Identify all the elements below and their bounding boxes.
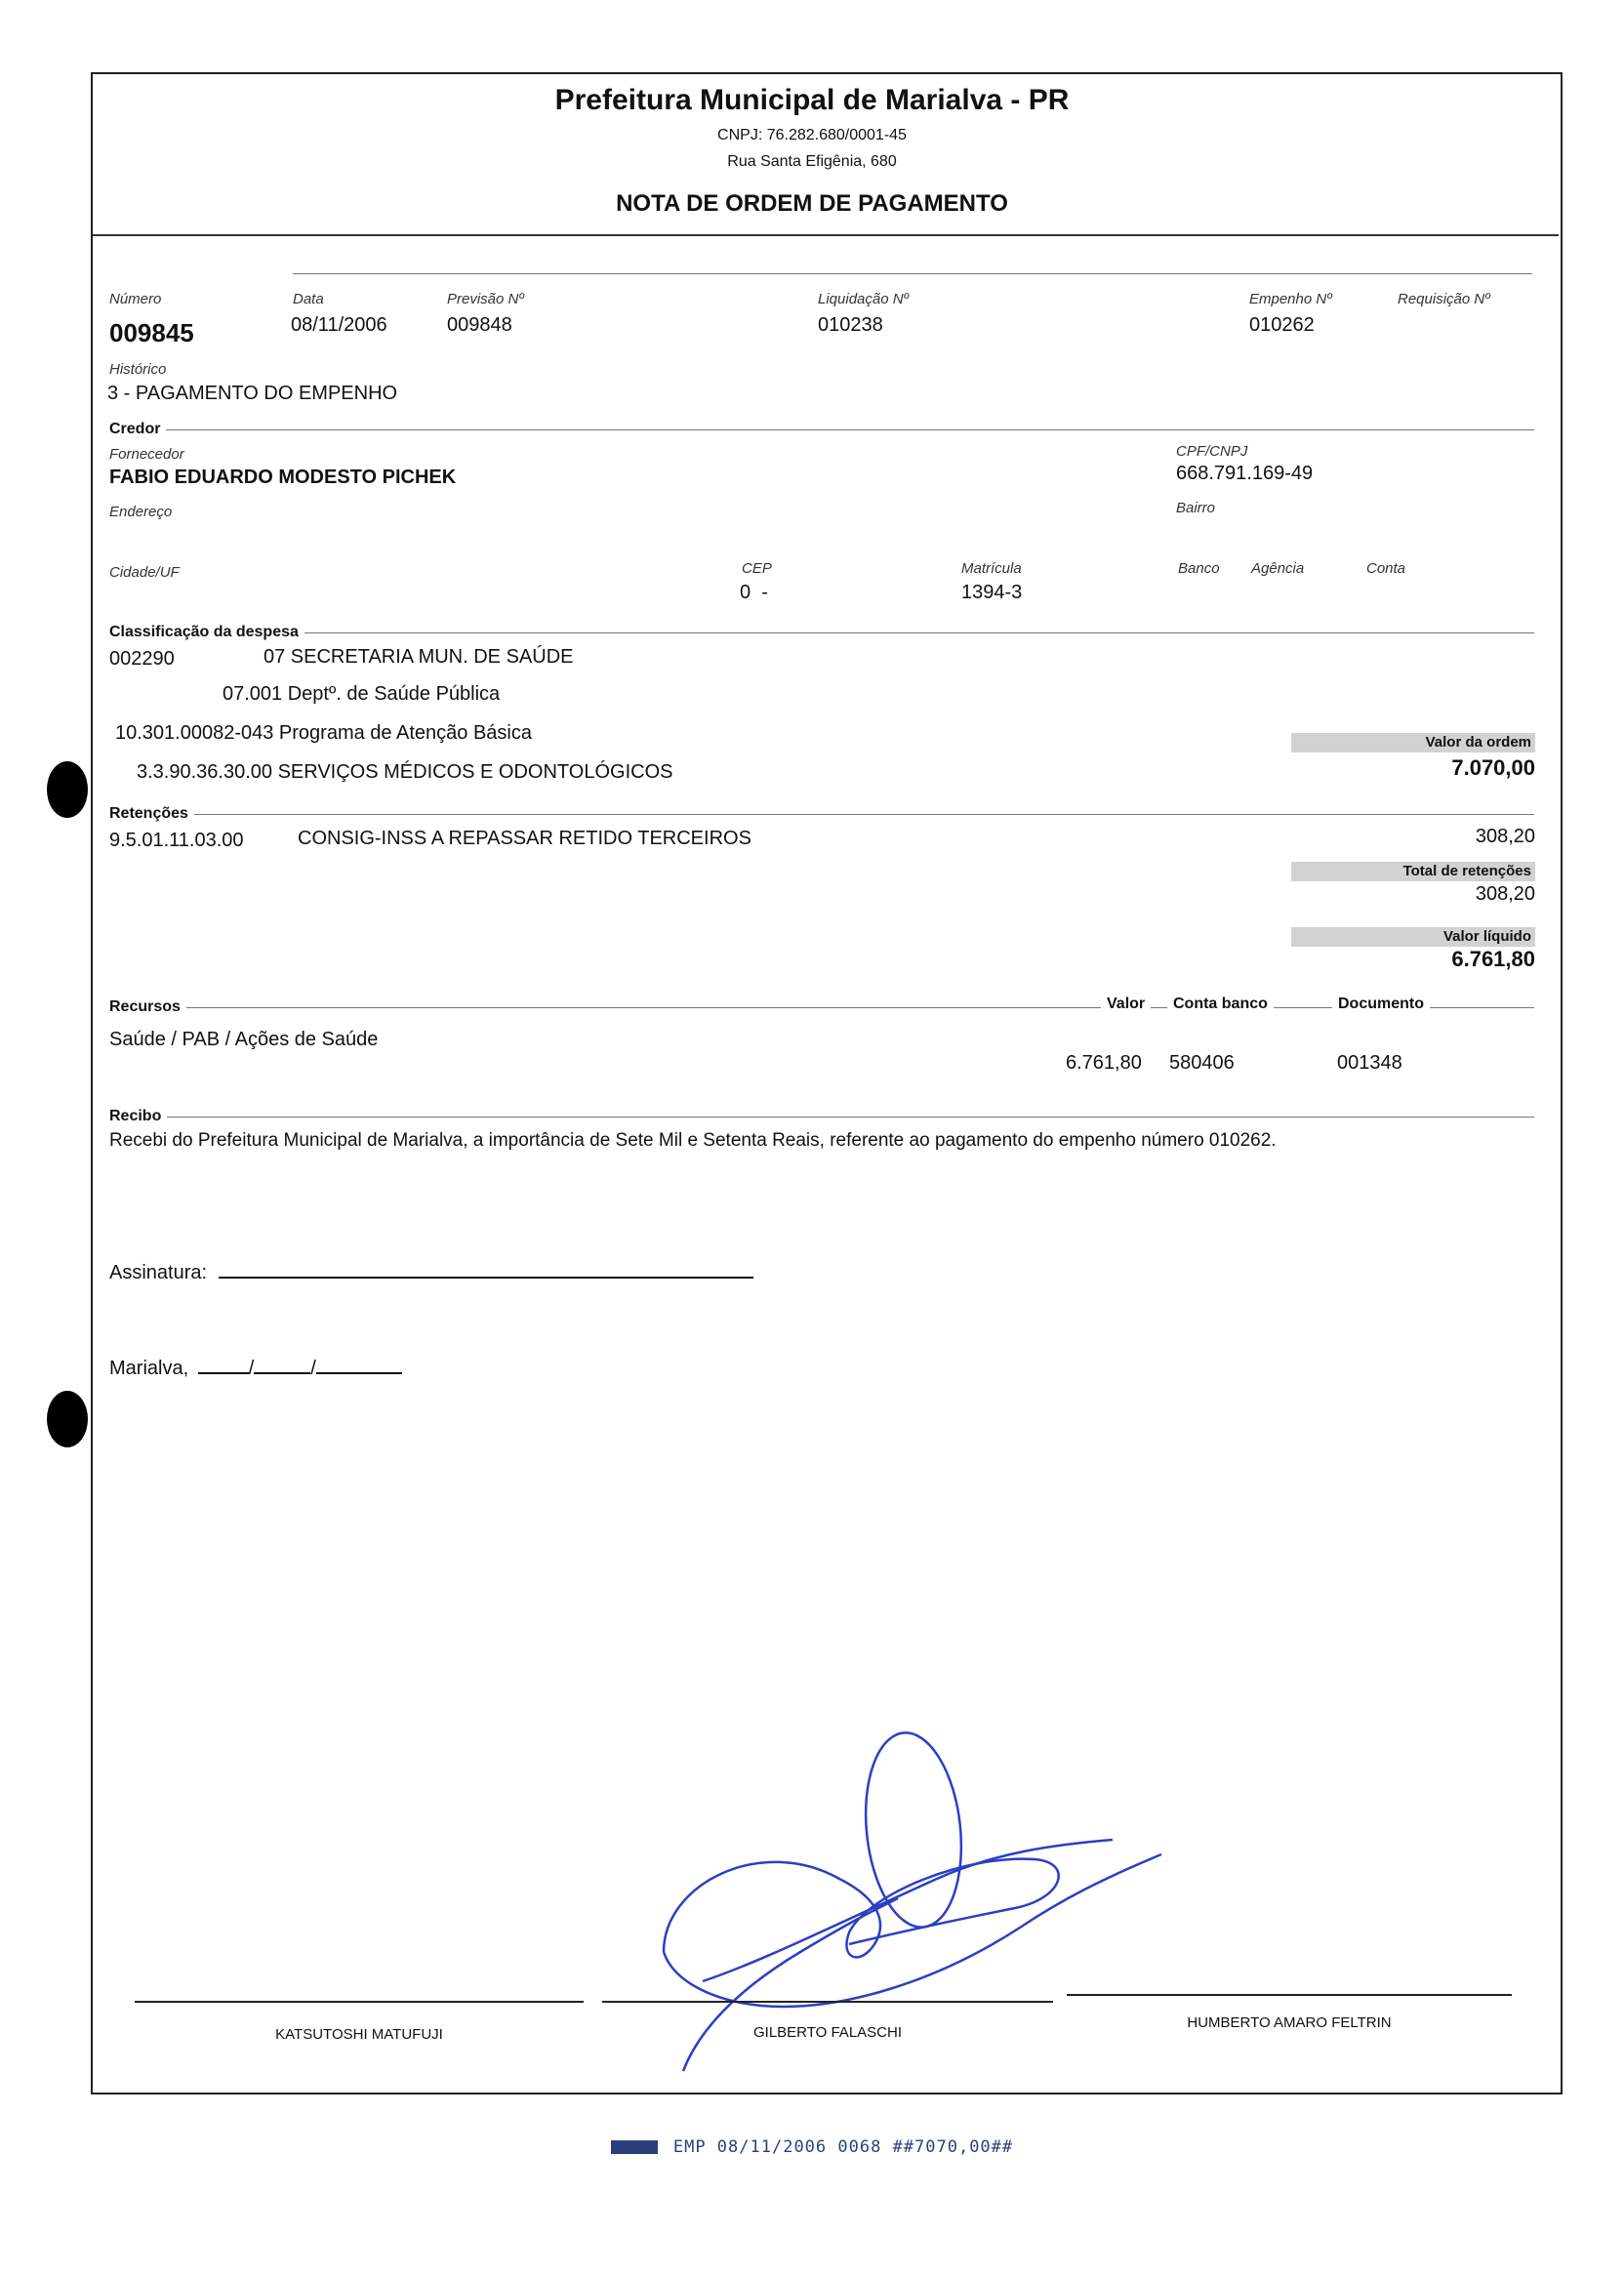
data-value: 08/11/2006 [291,314,387,336]
classificacao-section-title: Classificação da despesa [109,624,304,641]
signature-line-right [1067,1994,1512,1996]
orgao-code: 002290 [109,648,175,670]
banco-label: Banco [1178,560,1220,577]
page-title: Prefeitura Municipal de Marialva - PR [554,84,1070,116]
recibo-divider [109,1117,1534,1118]
credor-divider [109,429,1534,430]
recursos-conta: 580406 [1169,1052,1235,1074]
assinatura-label [109,1259,753,1284]
retencoes-section-title: Retenções [109,805,194,823]
credor-section-title: Credor [109,421,166,438]
recibo-texto: Recebi do Prefeitura Municipal de Marialva, a importância de Sete Mil e Setenta Reais, referente ao pagamento do empenho número 010262. [109,1130,1277,1151]
endereco-label: Endereço [109,504,173,520]
fornecedor-label: Fornecedor [109,446,184,463]
bairro-label: Bairro [1176,500,1216,516]
empenho-value: 010262 [1249,314,1315,336]
signatory-center: GILBERTO FALASCHI [753,2024,902,2041]
local-label: Marialva, [109,1358,189,1379]
programa-name: 10.301.00082-043 Programa de Atenção Básica [115,722,532,744]
numero-label: Número [109,291,162,307]
total-retencoes-header [1291,862,1535,881]
address-text: Rua Santa Efigênia, 680 [727,153,897,170]
top-thin-divider [293,273,1532,274]
assinatura-text: Assinatura: [109,1262,208,1283]
signatory-left: KATSUTOSHI MATUFUJI [275,2026,443,2043]
elemento-name: 3.3.90.36.30.00 SERVIÇOS MÉDICOS E ODONTOLÓGICOS [137,761,673,783]
recursos-divider [109,1007,1534,1008]
total-retencoes-value: 308,20 [1475,883,1535,905]
liquidacao-label: Liquidação Nº [818,291,910,307]
classificacao-divider [109,632,1534,633]
historico-label: Histórico [109,361,167,378]
retencao-codigo: 9.5.01.11.03.00 [109,830,244,851]
valor-ordem-value: 7.070,00 [1451,755,1535,780]
previsao-value: 009848 [447,314,512,336]
requisicao-label: Requisição Nº [1398,291,1490,307]
recursos-documento-header: Documento [1332,996,1430,1013]
recursos-conta-header: Conta banco [1167,996,1274,1013]
cep-label: CEP [742,560,772,577]
recursos-descricao: Saúde / PAB / Ações de Saúde [109,1029,379,1050]
punch-hole-bottom [47,1391,88,1447]
cnpj-text: CNPJ: 76.282.680/0001-45 [717,127,907,143]
matricula-label: Matrícula [961,560,1022,577]
valor-liquido-value: 6.761,80 [1451,947,1535,971]
orgao-name: 07 SECRETARIA MUN. DE SAÚDE [264,646,574,668]
retencoes-divider [109,814,1534,815]
conta-label: Conta [1366,560,1406,577]
agencia-label: Agência [1251,560,1305,577]
footer-stamp [0,2137,1624,2157]
year-blank [316,1355,402,1374]
retencao-descricao: CONSIG-INSS A REPASSAR RETIDO TERCEIROS [298,828,751,849]
total-retencoes-label: Total de retenções [1402,863,1531,879]
document-title: NOTA DE ORDEM DE PAGAMENTO [616,190,1008,217]
recibo-section-title: Recibo [109,1108,167,1125]
retencao-valor: 308,20 [1475,826,1535,847]
previsao-label: Previsão Nº [447,291,524,307]
recursos-documento: 001348 [1337,1052,1402,1074]
valor-ordem-label: Valor da ordem [1425,734,1531,751]
cpf-value: 668.791.169-49 [1176,463,1314,484]
recursos-section-title: Recursos [109,998,186,1016]
historico-value: 3 - PAGAMENTO DO EMPENHO [107,383,398,404]
assinatura-blank [219,1259,753,1279]
signatory-right: HUMBERTO AMARO FELTRIN [1187,2014,1392,2031]
empenho-label: Empenho Nº [1249,291,1332,307]
stamp-mark-icon [611,2140,658,2154]
stamp-text: EMP 08/11/2006 0068 ##7070,00## [672,2137,1014,2157]
recursos-valor: 6.761,80 [1066,1052,1142,1074]
valor-liquido-label: Valor líquido [1442,928,1531,945]
valor-liquido-header [1291,927,1535,947]
liquidacao-value: 010238 [818,314,883,336]
numero-value: 009845 [109,318,194,347]
data-label: Data [293,291,324,307]
day-blank [198,1355,249,1374]
recursos-valor-header: Valor [1101,996,1151,1013]
cep-value: 0 - [740,582,768,603]
cpf-label: CPF/CNPJ [1176,443,1248,460]
signature-line-left [135,2001,584,2003]
header-divider [93,234,1559,236]
signature-line-center [602,2001,1053,2003]
punch-hole-top [47,761,88,818]
month-blank [254,1355,310,1374]
cidade-label: Cidade/UF [109,564,180,581]
unidade-name: 07.001 Deptº. de Saúde Pública [223,683,501,705]
fornecedor-value: FABIO EDUARDO MODESTO PICHEK [109,467,457,488]
matricula-value: 1394-3 [961,582,1023,603]
local-data-line: Marialva, / / [109,1355,402,1380]
valor-ordem-header [1291,733,1535,752]
